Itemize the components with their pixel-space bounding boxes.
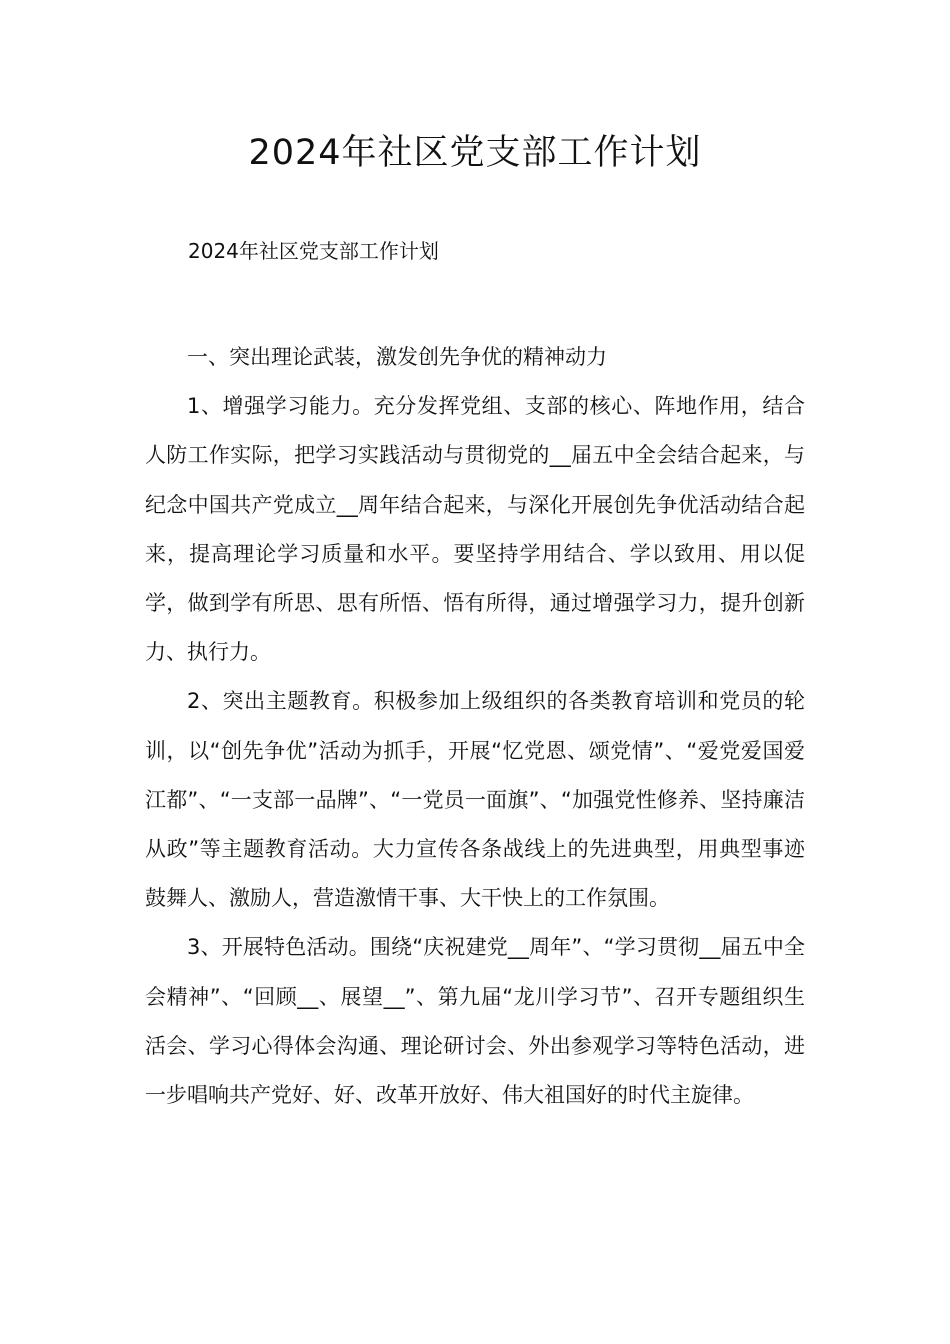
- body-paragraph: 1、增强学习能力。充分发挥党组、支部的核心、阵地作用，结合人防工作实际，把学习实践活动与贯彻党的__届五中全会结合起来，与纪念中国共产党成立__周年结合起来，与深化开展创先争优活动结合起来，提高理论学习质量和水平。要坚持学用结合、学以致用、用以促学，做到学有所思、思有所悟、悟有所得，通过增强学习力，提升创新力、执行力。: [145, 394, 805, 665]
- section-heading: 一、突出理论武装，激发创先争优的精神动力: [187, 345, 607, 369]
- document-body: [145, 333, 805, 1120]
- document-subtitle: 2024年社区党支部工作计划: [188, 239, 439, 263]
- body-paragraph: 2、突出主题教育。积极参加上级组织的各类教育培训和党员的轮训，以“创先争优”活动为抓手，开展“忆党恩、颂党情”、“爱党爱国爱江都”、“一支部一品牌”、“一党员一面旗”、“加强党性修养、坚持廉洁从政”等主题教育活动。大力宣传各条战线上的先进典型，用典型事迹鼓舞人、激励人，营造激情干事、大干快上的工作氛围。: [145, 689, 805, 911]
- body-paragraph: 3、开展特色活动。围绕“庆祝建党__周年”、“学习贯彻__届五中全会精神”、“回顾__、展望__”、第九届“龙川学习节”、召开专题组织生活会、学习心得体会沟通、理论研讨会、外出参观学习等特色活动，进一步唱响共产党好、好、改革开放好、伟大祖国好的时代主旋律。: [145, 935, 805, 1108]
- document-title: 2024年社区党支部工作计划: [248, 133, 702, 173]
